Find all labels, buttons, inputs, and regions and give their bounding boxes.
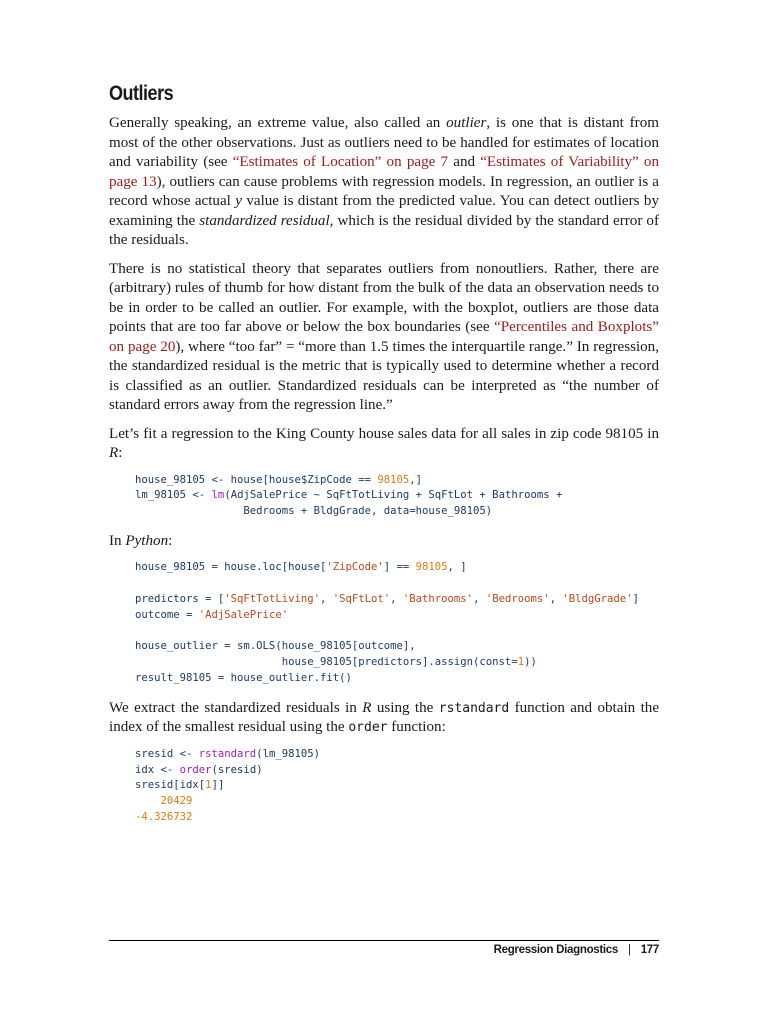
code-block-r-residuals: sresid <- rstandard(lm_98105) idx <- order(sresid) sresid[idx[1]] 20429 -4.326732 [135,747,320,823]
link-percentiles-and-boxplots[interactable]: “Percentiles and Boxplots” on page 20 [109,319,659,355]
paragraph-rules-of-thumb: There is no statistical theory that separates outliers from nonoutliers. Rather, there are (arbitrary) rules of thumb for how distant from the bulk of the data an observation needs to be in order to be called an outlier. For example, with the boxplot, outliers are those data points that are too far above or below the box boundaries (see “Percentiles and Boxplots” on page 20), where “too far” = “more than 1.5 times the interquartile range.” In regression, the standardized residual is the metric that is typically used to determine whether a record is classified as an outlier. Standardized residuals can be interpreted as “the number of standard errors away from the regression line.” [109,260,660,413]
page-footer [494,944,659,956]
code-block-r-regression: house_98105 <- house[house$ZipCode == 98105,] lm_98105 <- lm(AdjSalePrice ~ SqFtTotLiving + SqFtLot + Bathrooms + Bedrooms + BldgGrade, data=house_98105) [135,473,563,518]
link-estimates-of-variability[interactable]: “Estimates of Variability” on page 13 [109,154,659,190]
link-estimates-of-location[interactable]: “Estimates of Location” on page 7 [232,154,449,170]
paragraph-fit-regression: Let’s fit a regression to the King County house sales data for all sales in zip code 98105 in R: [109,425,659,461]
paragraph-outlier-definition: Generally speaking, an extreme value, also called an outlier, is one that is distant from most of the other observations. Just as outliers need to be handled for estimates of location and variability (see “Estimates of Location” on page 7 and “Estimates of Variability” on page 13), outliers can cause problems with regression models. In regression, an outlier is a record whose actual y value is distant from the predicted value. You can detect outliers by examining the standardized residual, which is the residual divided by the standard error of the residuals. [109,115,659,248]
footer-rule [109,940,659,941]
paragraph-in-python: In Python: [109,532,173,549]
section-heading: Outliers [109,82,174,105]
paragraph-extract-residuals: We extract the standardized residuals in R using the rstandard function and obtain the index of the smallest residual using the order function: [109,699,660,736]
footer-section-title: Regression Diagnostics [493,944,619,956]
footer-separator: | [628,944,631,956]
page-number: 177 [640,944,659,956]
code-block-python-regression: house_98105 = house.loc[house['ZipCode'] == 98105, ] predictors = ['SqFtTotLiving', 'SqFtLot', 'Bathrooms', 'Bedrooms', 'BldgGrade'] outcome = 'AdjSalePrice' house_outlier = sm.OLS(house_98105[outcome], house_98105[predictors].assign(const=1)) result_98105 = house_outlier.fit() [135,561,639,684]
page-body [109,80,659,838]
